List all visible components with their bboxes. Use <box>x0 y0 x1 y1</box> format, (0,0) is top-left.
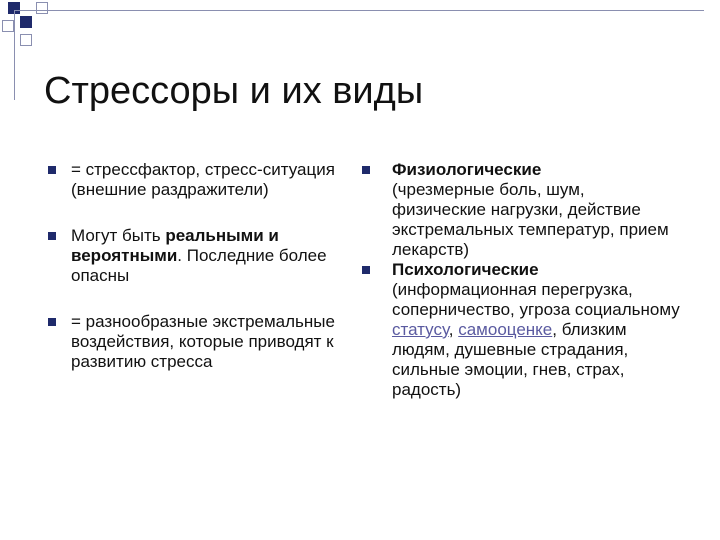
list-item <box>48 160 353 200</box>
text-run: (информационная перегрузка, соперничество, угроза социальному <box>392 280 680 319</box>
decor-square-outline <box>36 2 48 14</box>
square-bullet-icon <box>48 318 56 326</box>
decor-line-horizontal <box>14 10 704 11</box>
bold-term: Физиологические <box>392 160 542 179</box>
list-item <box>362 160 682 260</box>
text-run: и <box>263 226 279 245</box>
text-run: . Последние более опасны <box>71 246 327 285</box>
item-text: = разнообразные экстремальные воздействия, которые приводят к развитию стресса <box>71 312 335 371</box>
bold-term: реальными <box>165 226 264 245</box>
list-item <box>362 260 682 400</box>
text-run: , <box>448 320 459 339</box>
item-text <box>392 260 682 400</box>
square-bullet-icon <box>48 166 56 174</box>
status-link[interactable]: статусу <box>392 320 449 339</box>
text-run: , близким людям, душевные страдания, сильные эмоции, гнев, страх, радость) <box>392 320 629 399</box>
item-text: = стрессфактор, стресс-ситуация (внешние раздражители) <box>71 160 335 199</box>
bold-term: вероятными <box>71 246 178 265</box>
bold-term: Психологические <box>392 260 539 279</box>
square-bullet-icon <box>362 166 370 174</box>
decor-square-outline <box>2 20 14 32</box>
text-run: Могут быть <box>71 226 166 245</box>
text-run: (чрезмерные боль, шум, физические нагрузки, действие экстремальных температур, прием лекарств) <box>392 180 669 259</box>
item-text <box>71 226 353 286</box>
decor-square-outline <box>20 34 32 46</box>
self-esteem-link[interactable]: самооценке <box>458 320 553 339</box>
square-bullet-icon <box>362 266 370 274</box>
left-column <box>48 160 353 398</box>
item-text <box>392 160 682 260</box>
decor-square <box>20 16 32 28</box>
list-item <box>48 226 353 286</box>
square-bullet-icon <box>48 232 56 240</box>
decor-line-vertical <box>14 10 15 100</box>
slide-title: Стрессоры и их виды <box>44 70 424 112</box>
list-item <box>48 312 353 372</box>
right-column <box>362 160 682 400</box>
